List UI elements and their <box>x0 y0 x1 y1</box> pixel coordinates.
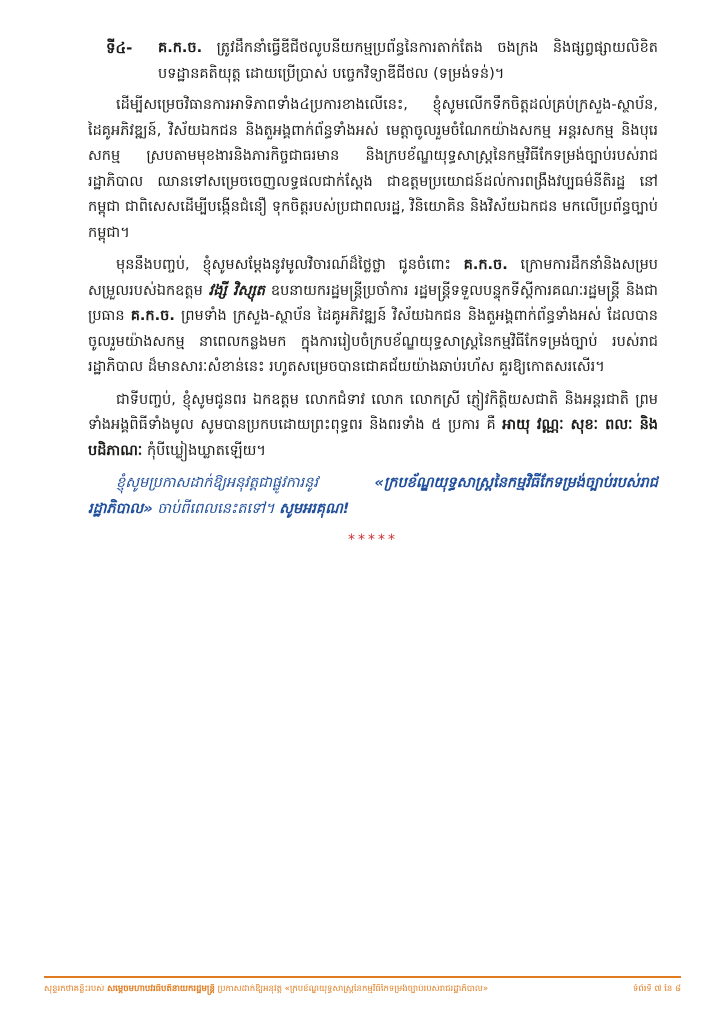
page-footer <box>44 984 681 996</box>
committee-abbrev: គ.ក.ច. <box>463 257 508 273</box>
paragraph-gratitude <box>88 253 658 381</box>
blessings-list: អាយុ វណ្ណៈ សុខៈ ពលៈ និងបដិភាណៈ <box>88 417 659 459</box>
item-number: ទី៤- <box>106 39 133 57</box>
footer-text <box>44 984 488 996</box>
text-run: ខ្ញុំសូមប្រកាសដាក់ឱ្យអនុវត្តជាផ្លូវការនូវ <box>116 475 375 491</box>
text-run: ជាទីបញ្ចប់, ខ្ញុំសូមជូនពរ ឯកឧត្តម លោកជំទាវ លោក លោកស្រី ភ្ញៀវកិត្តិយសជាតិ និងអន្តរជាតិ ព្រមទាំងអង្គពិធីទាំងមូល សូមបានប្រកបដោយព្រះពុទ្ធពរ និងពរទាំង ៥ ប្រការ គឺ <box>88 391 658 433</box>
thank-you-text: សូមអរគុណ! <box>279 500 350 517</box>
text-run: កុំបីឃ្លៀងឃ្លាតឡើយ។ <box>142 442 266 459</box>
item-lead: គ.ក.ច. <box>158 40 203 56</box>
closing-declaration <box>88 471 658 522</box>
footer-title: ប្រកាសដាក់ឱ្យអនុវត្ត «ក្របខ័ណ្ឌយុទ្ធសាស្ត្រនៃកម្មវិធីកែទម្រង់ច្បាប់របស់រាជរដ្ឋាភិបាល» <box>214 984 489 994</box>
committee-abbrev: គ.ក.ច. <box>130 308 175 324</box>
paragraph-blessing <box>88 388 658 465</box>
end-stars: ***** <box>348 532 398 548</box>
framework-title: «ក្របខ័ណ្ឌយុទ្ធសាស្ត្រនៃកម្មវិធីកែទម្រង់ច្បាប់របស់រាជរដ្ឋាភិបាល» <box>88 475 658 517</box>
text-run: ឧបនាយករដ្ឋមន្ត្រីប្រចាំការ រដ្ឋមន្ត្រីទទួលបន្ទុកទីស្តីការគណៈរដ្ឋមន្ត្រី និងជាប្រធាន <box>88 282 658 324</box>
footer-speaker: សម្តេចមហាបវរធិបតីនាយករដ្ឋមន្ត្រី <box>107 984 215 994</box>
measure-item-4 <box>88 36 658 87</box>
text-run: ចាប់ពីពេលនេះតទៅ។ <box>152 500 280 517</box>
text-run: ក្រោមការដឹកនាំនិងសម្របសម្រួលរបស់ឯកឧត្តម <box>88 257 658 299</box>
text-run: មុននឹងបញ្ចប់, ខ្ញុំសូមសម្តែងនូវមូលវិចារណ៍ដ៏ថ្លៃថ្លា ជូនចំពោះ <box>116 257 464 273</box>
person-name: វង្សី វិស្សុត <box>208 282 266 299</box>
footer-prefix: សុន្ទរកថាគន្លឹះរបស់ <box>44 984 108 994</box>
footer-divider <box>44 976 681 978</box>
item-text: ត្រូវដឹកនាំធ្វើឌីជីថលូបនីយកម្មប្រព័ន្ធនៃការតាក់តែង ចងក្រង និងផ្សព្វផ្សាយលិខិតបទដ្ឋានគតិយុត្ត ដោយប្រើប្រាស់ បច្ចេកវិទ្យាឌីជីថល (ទម្រង់ទន់)។ <box>158 40 658 82</box>
page-content <box>88 36 658 548</box>
text-run: ព្រមទាំង ក្រសួង-ស្ថាប័ន ដៃគូអភិវឌ្ឍន៍ វិស័យឯកជន និងតួអង្គពាក់ព័ន្ធទាំងអស់ ដែលបានចូលរួមយ៉ាងសកម្ម នាពេលកន្លងមក ក្នុងការរៀបចំក្របខ័ណ្ឌយុទ្ធសាស្ត្រនៃកម្មវិធីកែទម្រង់ច្បាប់ របស់រាជរដ្ឋាភិបាល ដ៏មានសារៈសំខាន់នេះ រហូតសម្រេចបានជោគជ័យយ៉ាងឆាប់រហ័ស គួរឱ្យកោតសរសើរ។ <box>88 308 658 375</box>
page-number: ទំព័រទី ៧ នៃ ៨ <box>632 984 681 994</box>
paragraph-encouragement: ដើម្បីសម្រេចវិធានការអាទិភាពទាំង៤ប្រការខាងលើនេះ, ខ្ញុំសូមលើកទឹកចិត្តដល់គ្រប់ក្រសួង-ស្ថាប័ន, ដៃគូអភិវឌ្ឍន៍, វិស័យឯកជន និងតួអង្គពាក់ព័ន្ធទាំងអស់ មេត្តាចូលរួមចំណែកយ៉ាងសកម្ម អន្តរសកម្ម និងបុរេសកម្ម ស្របតាមមុខងារនិងភារកិច្ចជាធរមាន និងក្របខ័ណ្ឌយុទ្ធសាស្ត្រនៃកម្មវិធីកែទម្រង់ច្បាប់របស់រាជរដ្ឋាភិបាល ឈានទៅសម្រេចចេញលទ្ធផលជាក់ស្តែង ជាឧត្តមប្រយោជន៍ដល់ការពង្រឹងវប្បធម៌នីតិរដ្ឋ នៅកម្ពុជា ជាពិសេសដើម្បីបង្កើនជំនឿ ទុកចិត្តរបស់ប្រជាពលរដ្ឋ, វិនិយោគិន និងវិស័យឯកជន មកលើប្រព័ន្ធច្បាប់កម្ពុជា។ <box>88 97 658 241</box>
